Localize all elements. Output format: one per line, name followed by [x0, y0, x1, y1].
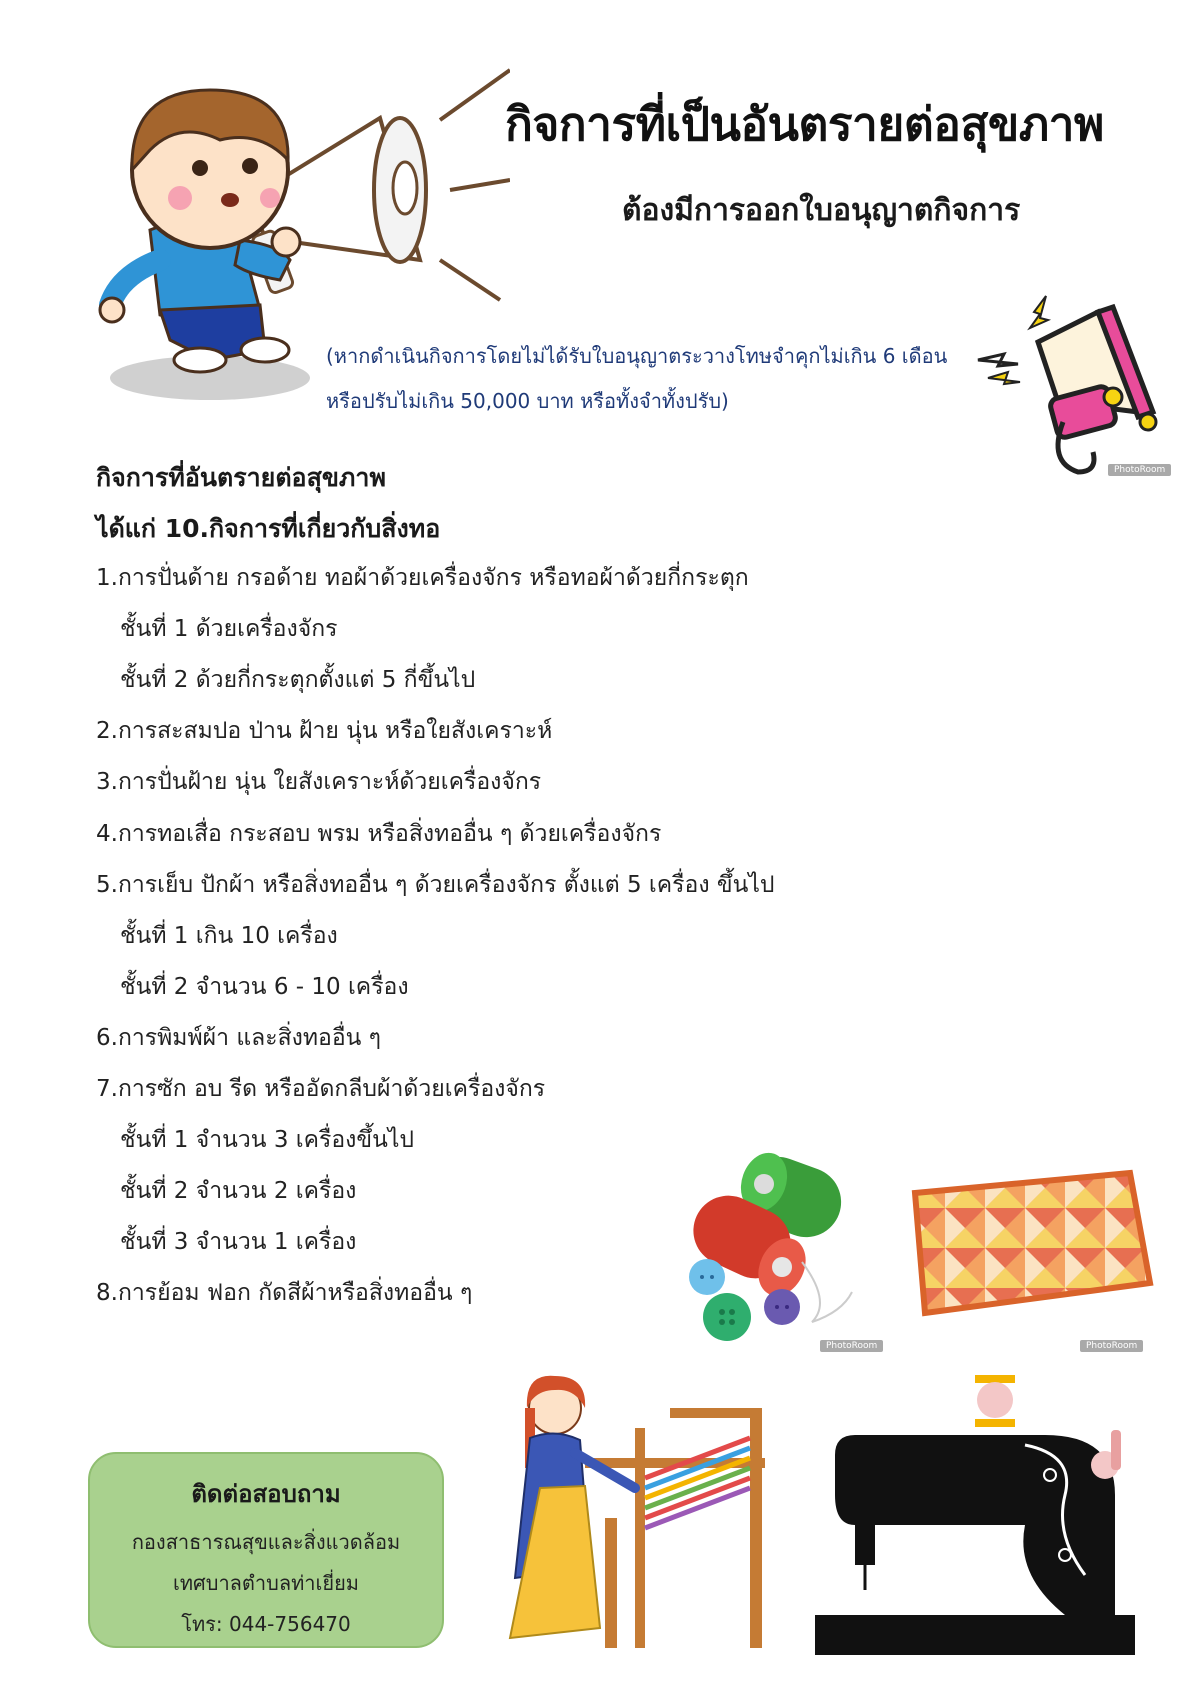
list-subitem: ชั้นที่ 1 เกิน 10 เครื่อง — [120, 923, 338, 949]
list-item: 1.การปั่นด้าย กรอด้าย ทอผ้าด้วยเครื่องจักร หรือทอผ้าด้วยกี่กระตุก — [96, 565, 749, 591]
list-subitem: ชั้นที่ 2 ด้วยกี่กระตุกตั้งแต่ 5 กี่ขึ้นไป — [120, 667, 476, 693]
photoroom-watermark: PhotoRoom — [1080, 1340, 1143, 1352]
list-item: 6.การพิมพ์ผ้า และสิ่งทออื่น ๆ — [96, 1025, 382, 1051]
rug-illustration — [905, 1168, 1155, 1318]
contact-phone: โทร: 044-756470 — [181, 1612, 351, 1636]
list-item: 8.การย้อม ฟอก กัดสีผ้าหรือสิ่งทออื่น ๆ — [96, 1280, 473, 1306]
list-subitem: ชั้นที่ 2 จำนวน 2 เครื่อง — [120, 1178, 357, 1204]
megaphone-icon — [968, 282, 1168, 482]
section-subheading: ได้แก่ 10.กิจการที่เกี่ยวกับสิ่งทอ — [96, 514, 441, 543]
list-item: 7.การซัก อบ รีด หรืออัดกลีบผ้าด้วยเครื่องจักร — [96, 1076, 546, 1102]
list-item: 5.การเย็บ ปักผ้า หรือสิ่งทออื่น ๆ ด้วยเครื่องจักร ตั้งแต่ 5 เครื่อง ขึ้นไป — [96, 872, 775, 898]
weaving-girl-illustration — [495, 1368, 785, 1658]
photoroom-watermark: PhotoRoom — [820, 1340, 883, 1352]
list-subitem: ชั้นที่ 3 จำนวน 1 เครื่อง — [120, 1229, 357, 1255]
list-subitem: ชั้นที่ 2 จำนวน 6 - 10 เครื่อง — [120, 974, 409, 1000]
photoroom-watermark: PhotoRoom — [1108, 464, 1171, 476]
list-item: 2.การสะสมปอ ป่าน ฝ้าย นุ่น หรือใยสังเคราะห์ — [96, 718, 553, 744]
sewing-machine-illustration — [815, 1375, 1145, 1655]
contact-box — [88, 1452, 444, 1648]
penalty-note-line2: หรือปรับไม่เกิน 50,000 บาท หรือทั้งจำทั้งปรับ) — [326, 389, 729, 413]
list-item: 3.การปั่นฝ้าย นุ่น ใยสังเคราะห์ด้วยเครื่องจักร — [96, 769, 542, 795]
list-item: 4.การทอเสื่อ กระสอบ พรม หรือสิ่งทออื่น ๆ ด้วยเครื่องจักร — [96, 821, 662, 847]
thread-spools-illustration — [682, 1152, 892, 1342]
contact-title: ติดต่อสอบถาม — [191, 1480, 341, 1508]
section-heading: กิจการที่อันตรายต่อสุขภาพ — [96, 463, 386, 492]
contact-municipality: เทศบาลตำบลท่าเยี่ยม — [173, 1571, 359, 1595]
penalty-note-line1: (หากดำเนินกิจการโดยไม่ได้รับใบอนุญาตระวางโทษจำคุกไม่เกิน 6 เดือน — [326, 344, 948, 368]
list-subitem: ชั้นที่ 1 ด้วยเครื่องจักร — [120, 616, 338, 642]
contact-department: กองสาธารณสุขและสิ่งแวดล้อม — [131, 1530, 401, 1554]
list-subitem: ชั้นที่ 1 จำนวน 3 เครื่องขึ้นไป — [120, 1127, 415, 1153]
page-title: กิจการที่เป็นอันตรายต่อสุขภาพ — [505, 97, 1104, 151]
page-subtitle: ต้องมีการออกใบอนุญาตกิจการ — [622, 193, 1021, 228]
